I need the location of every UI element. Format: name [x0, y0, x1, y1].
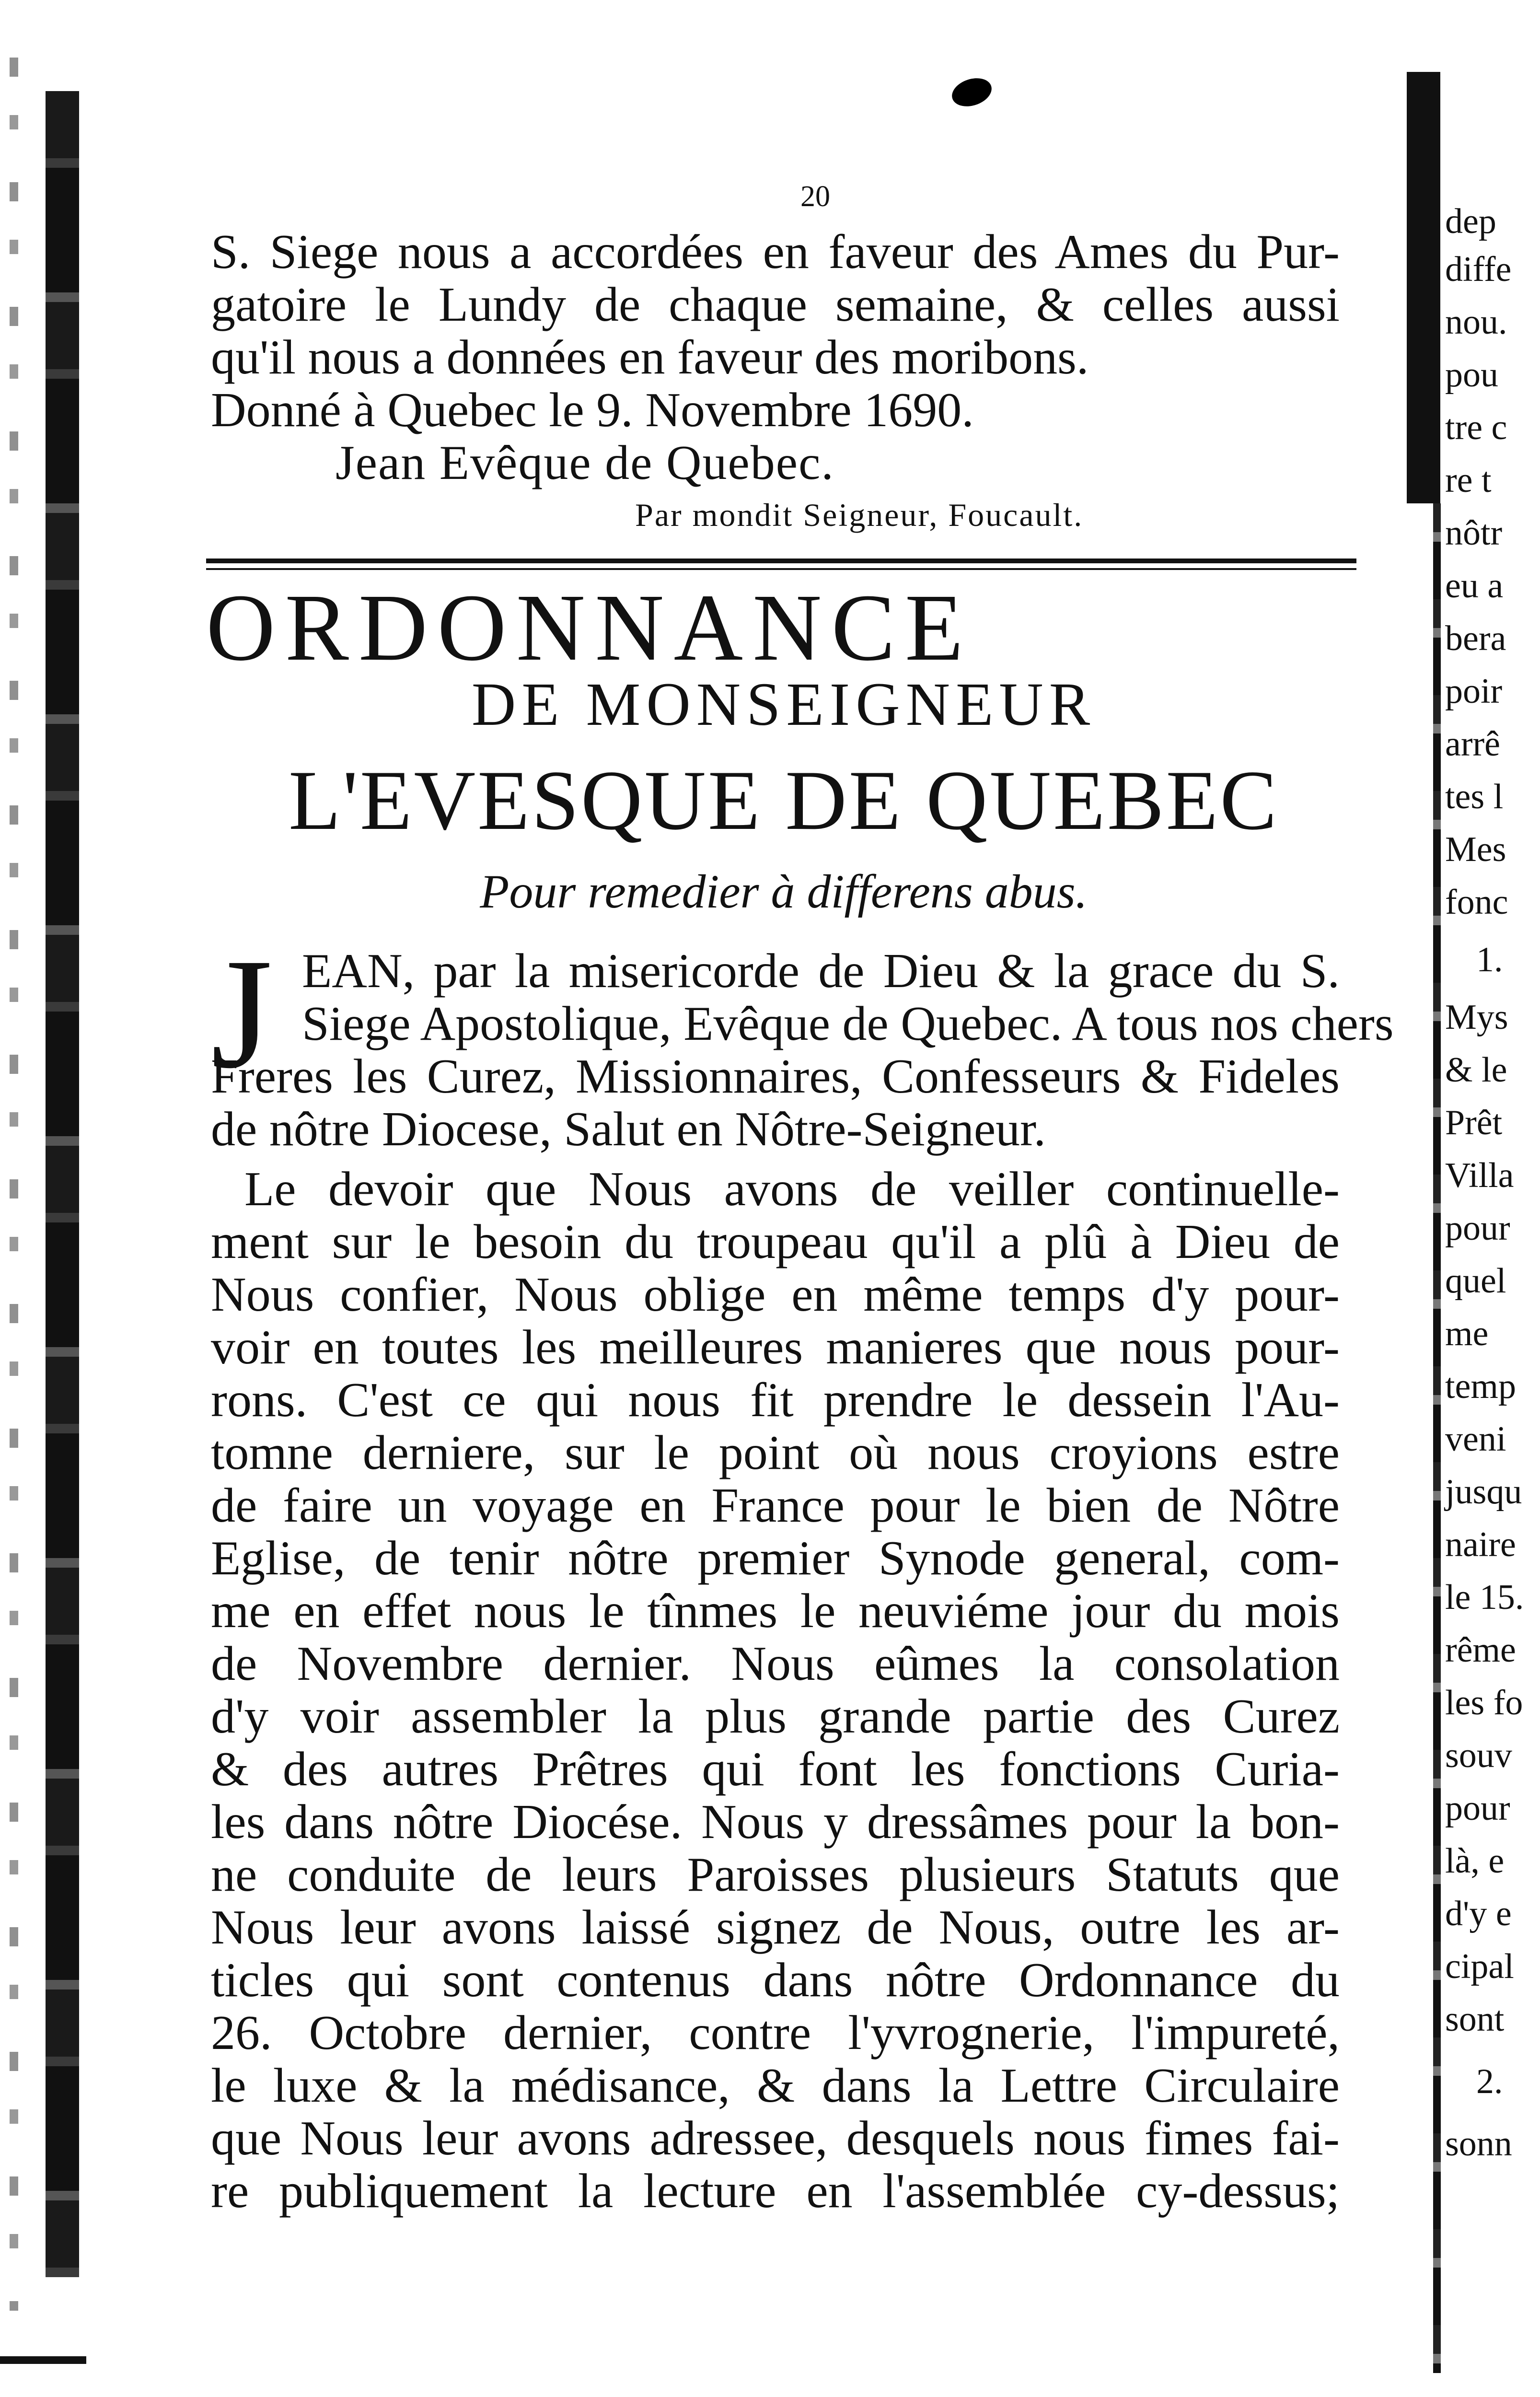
facing-page-fragment: les fo — [1445, 1683, 1523, 1722]
countersign: Par mondit Seigneur, Foucault. — [635, 497, 1084, 533]
body-line: & des autres Prêtres qui font les fonctions Curia- — [211, 1742, 1340, 1796]
title-eveque-de-quebec: L'EVESQUE DE QUEBEC — [289, 753, 1279, 848]
body-line: 26. Octobre dernier, contre l'yvrognerie, l'impureté, — [211, 2006, 1340, 2060]
facing-page-fragment: fonc — [1445, 883, 1508, 922]
body-line: ment sur le besoin du troupeau qu'il a plû à Dieu de — [211, 1215, 1340, 1269]
opening-line-2: Siege Apostolique, Evêque de Quebec. A tous nos chers — [302, 997, 1394, 1051]
body-line: tomne derniere, sur le point où nous croyions estre — [211, 1426, 1340, 1480]
facing-page-fragment: nôtr — [1445, 513, 1503, 553]
facing-page-fragment: pou — [1445, 355, 1498, 395]
facing-page-fragment: cipal — [1445, 1947, 1514, 1986]
body-line: Nous confier, Nous oblige en même temps d'y pour- — [211, 1268, 1340, 1322]
facing-page-fragment: & le — [1445, 1050, 1507, 1090]
facing-page-fragment: rême — [1445, 1630, 1516, 1670]
facing-page-fragment: Villa — [1445, 1156, 1514, 1195]
facing-page-fragment: dep — [1445, 202, 1496, 241]
signature: Jean Evêque de Quebec. — [336, 436, 834, 490]
facing-page-fragment: quel — [1445, 1261, 1506, 1301]
facing-page-fragment: poir — [1445, 672, 1503, 711]
body-line: ne conduite de leurs Paroisses plusieurs Statuts que — [211, 1848, 1340, 1902]
opening-line-4: de nôtre Diocese, Salut en Nôtre-Seigneur. — [211, 1102, 1046, 1156]
subtitle: Pour remedier à differens abus. — [480, 865, 1088, 918]
facing-page-fragment: arrê — [1445, 724, 1500, 764]
body-line: me en effet nous le tînmes le neuviéme jour du mois — [211, 1584, 1340, 1638]
opening-line-3: Freres les Curez, Missionnaires, Confesseurs & Fideles — [211, 1049, 1340, 1104]
body-line: Eglise, de tenir nôtre premier Synode general, com- — [211, 1531, 1340, 1585]
intro-line-1: S. Siege nous a accordées en faveur des Ames du Pur- — [211, 225, 1340, 279]
facing-page-fragment: jusqu — [1445, 1472, 1522, 1512]
intro-line-2: gatoire le Lundy de chaque semaine, & celles aussi — [211, 278, 1340, 332]
facing-page-fragment: 2. — [1476, 2062, 1503, 2101]
facing-page-fragment: le 15. — [1445, 1578, 1524, 1617]
body-line: Nous leur avons laissé signez de Nous, outre les ar- — [211, 1900, 1340, 1955]
facing-page-fragment: temp — [1445, 1367, 1516, 1406]
facing-page-fragment: sonn — [1445, 2124, 1512, 2164]
facing-page-fragment: tre c — [1445, 408, 1507, 447]
date-line: Donné à Quebec le 9. Novembre 1690. — [211, 383, 974, 437]
facing-page-fragment: re t — [1445, 461, 1492, 500]
scan-edge-right — [1407, 72, 1440, 503]
facing-page-fragment: pour — [1445, 1789, 1510, 1828]
ink-blot — [949, 73, 996, 111]
body-line: rons. C'est ce qui nous fit prendre le dessein l'Au- — [211, 1373, 1340, 1427]
body-line: re publiquement la lecture en l'assemblée cy-dessus; — [211, 2164, 1340, 2218]
intro-line-3: qu'il nous a données en faveur des moribons. — [211, 330, 1089, 384]
facing-page-fragment: bera — [1445, 619, 1506, 658]
facing-page-fragment: tes l — [1445, 777, 1504, 816]
facing-page-fragment: sont — [1445, 2000, 1505, 2039]
facing-page-fragment: Mes — [1445, 830, 1506, 869]
body-line: d'y voir assembler la plus grande partie des Curez — [211, 1689, 1340, 1744]
body-line: le luxe & la médisance, & dans la Lettre Circulaire — [211, 2059, 1340, 2113]
body-line: les dans nôtre Diocése. Nous y dressâmes pour la bon- — [211, 1795, 1340, 1849]
facing-page-fragment: souv — [1445, 1736, 1512, 1775]
facing-page-fragment: diffe — [1445, 250, 1512, 289]
drop-cap: J — [211, 926, 273, 1101]
opening-line-1: EAN, par la misericorde de Dieu & la grace du S. — [302, 944, 1340, 998]
body-line: que Nous leur avons adressee, desquels nous fimes fai- — [211, 2111, 1340, 2165]
body-line: voir en toutes les meilleures manieres que nous pour- — [211, 1320, 1340, 1374]
scan-gutter-right — [1433, 503, 1441, 2373]
body-line: de Novembre dernier. Nous eûmes la consolation — [211, 1637, 1340, 1691]
facing-page-fragment: Prêt — [1445, 1103, 1503, 1142]
scan-edge-left — [46, 91, 79, 2277]
facing-page-fragment: naire — [1445, 1525, 1516, 1564]
facing-page-fragment: nou. — [1445, 303, 1507, 342]
body-line: ticles qui sont contenus dans nôtre Ordonnance du — [211, 1953, 1340, 2007]
facing-page-fragment: eu a — [1445, 566, 1504, 605]
title-ordonnance: ORDONNANCE — [206, 575, 973, 681]
facing-page-fragment: là, e — [1445, 1841, 1505, 1881]
facing-page-fragment: 1. — [1476, 940, 1503, 979]
title-de-monseigneur: DE MONSEIGNEUR — [471, 670, 1096, 738]
facing-page-fragment: pour — [1445, 1209, 1510, 1248]
scan-edge-mark — [0, 2356, 86, 2364]
body-line: de faire un voyage en France pour le bien de Nôtre — [211, 1478, 1340, 1533]
page-number: 20 — [800, 180, 830, 213]
facing-page-fragment: me — [1445, 1314, 1489, 1353]
divider-rule-top — [206, 559, 1356, 563]
facing-page-fragment: Mys — [1445, 998, 1508, 1037]
body-line: Le devoir que Nous avons de veiller continuelle- — [244, 1162, 1340, 1216]
facing-page-fragment: d'y e — [1445, 1894, 1512, 1933]
scan-edge-left-thin — [10, 58, 18, 2311]
facing-page-fragment: veni — [1445, 1420, 1506, 1459]
divider-rule-bottom — [206, 568, 1356, 570]
